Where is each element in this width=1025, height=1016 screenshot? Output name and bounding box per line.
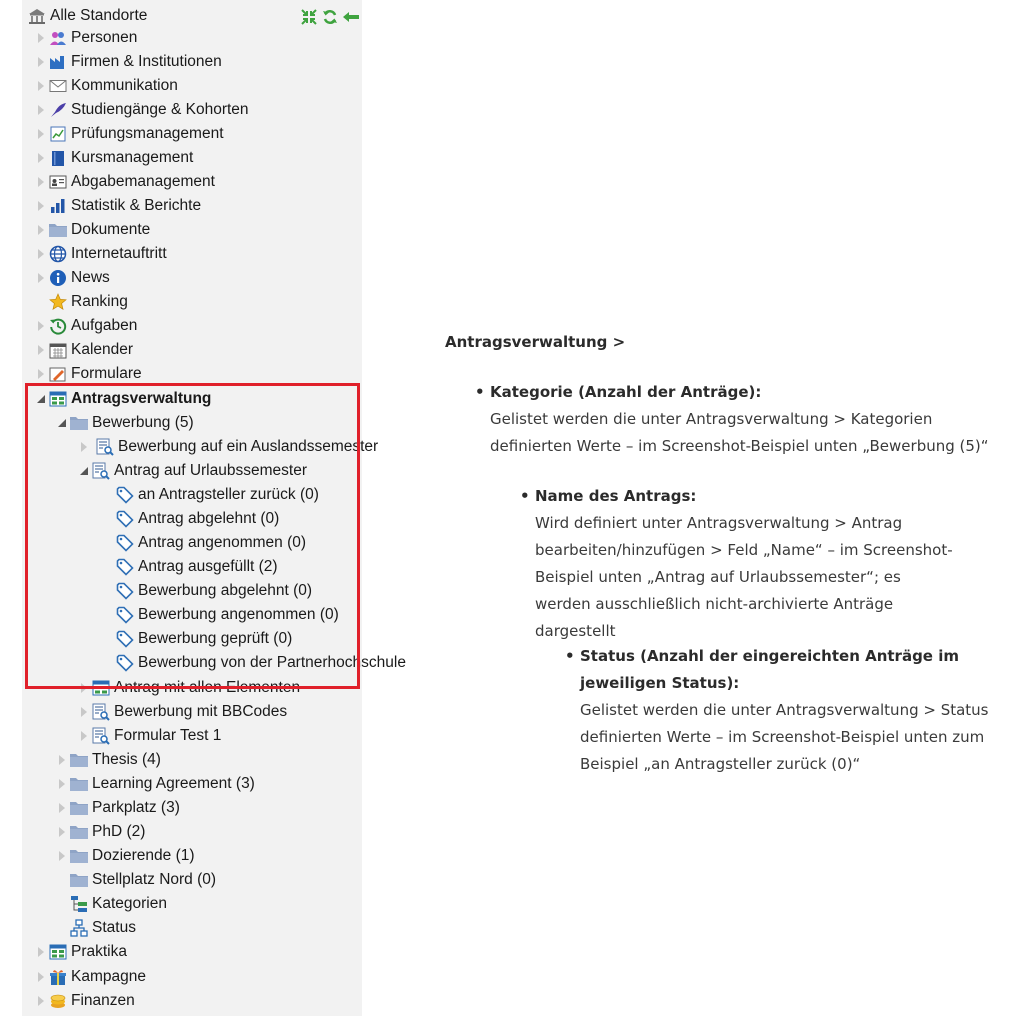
expand-arrow-icon[interactable] — [55, 752, 68, 768]
tree-item-label: Kampagne — [71, 968, 146, 985]
expand-arrow-icon[interactable] — [34, 150, 47, 166]
arrow-left-icon[interactable] — [342, 8, 360, 26]
tree-item-label: Aufgaben — [71, 317, 138, 334]
coins-icon — [48, 992, 68, 1010]
bullet-icon: • — [475, 383, 485, 401]
tree-item-label: Firmen & Institutionen — [71, 53, 222, 70]
tree-item-category[interactable] — [55, 844, 195, 868]
tree-item-label: Internetauftritt — [71, 245, 167, 262]
tree-item-label: Kategorien — [92, 895, 167, 912]
doc-item-heading: Name des Antrags: — [535, 487, 697, 505]
tree-item-status[interactable] — [115, 651, 406, 675]
tag-icon — [115, 654, 135, 672]
expand-arrow-icon[interactable] — [34, 198, 47, 214]
tree-item-label: Dozierende (1) — [92, 847, 195, 864]
expand-arrow-icon[interactable] — [77, 728, 90, 744]
tag-icon — [115, 534, 135, 552]
tree-item-label: Abgabemanagement — [71, 173, 215, 190]
tree-item-label: Parkplatz (3) — [92, 799, 180, 816]
doc-item-text: Wird definiert unter Antragsverwaltung > Antrag bearbeiten/hinzufügen > Feld „Name“ – im Screenshot-Beispiel unten „Antrag auf Urlaubssemester“; es werden ausschließlich nicht-archivierte Anträge dargestellt — [535, 514, 953, 640]
tree-item-studiengaenge[interactable] — [34, 98, 249, 122]
folder-icon — [48, 221, 68, 239]
tree-item-label: Formular Test 1 — [114, 727, 222, 744]
bullet-icon: • — [565, 647, 575, 665]
tree-root[interactable] — [27, 4, 147, 28]
expand-arrow-icon[interactable] — [77, 439, 90, 455]
tree-item-category[interactable] — [55, 772, 255, 796]
expand-arrow-icon[interactable] — [34, 78, 47, 94]
tree-item-label: Antrag angenommen (0) — [138, 534, 307, 551]
tree-item-status[interactable] — [115, 627, 292, 651]
exam-chart-icon — [48, 125, 68, 143]
tree-item-abgabemanagement[interactable] — [34, 170, 215, 194]
feather-icon — [48, 101, 68, 119]
folder-icon — [69, 847, 89, 865]
doc-item-name — [520, 483, 960, 645]
tree-item-status[interactable] — [115, 531, 306, 555]
tree-item-label: Status — [92, 919, 136, 936]
tree-item-category[interactable] — [55, 748, 161, 772]
tree-item-label: Finanzen — [71, 992, 135, 1009]
tree-item-bewerbung-category[interactable] — [55, 411, 194, 435]
tree-item-status[interactable] — [115, 555, 278, 579]
application-table-icon — [48, 943, 68, 961]
tree-item-label: Kalender — [71, 341, 134, 358]
tree-item-internetauftritt[interactable] — [34, 242, 167, 266]
expand-arrow-icon[interactable] — [34, 222, 47, 238]
tree-item-application-form[interactable] — [77, 700, 287, 724]
form-search-icon — [95, 438, 115, 456]
expand-arrow-icon[interactable] — [55, 776, 68, 792]
tree-item-label: Praktika — [71, 943, 127, 960]
tag-icon — [115, 606, 135, 624]
tree-item-praktika[interactable] — [34, 940, 127, 964]
tree-item-pruefungsmanagement[interactable] — [34, 122, 224, 146]
globe-icon — [48, 245, 68, 263]
tree-item-label: Bewerbung geprüft (0) — [138, 630, 293, 647]
collapse-arrow-icon[interactable] — [34, 391, 47, 407]
tree-item-label: Learning Agreement (3) — [92, 775, 255, 792]
tree-item-label: Bewerbung mit BBCodes — [114, 703, 288, 720]
tree-item-dokumente[interactable] — [34, 218, 150, 242]
factory-icon — [48, 53, 68, 71]
tree-item-status[interactable] — [115, 507, 279, 531]
collapse-arrow-icon[interactable] — [55, 415, 68, 431]
collapse-all-icon[interactable] — [300, 8, 318, 26]
tree-item-label: Bewerbung angenommen (0) — [138, 606, 339, 623]
tree-item-application-form[interactable] — [77, 724, 221, 748]
expand-arrow-icon[interactable] — [34, 30, 47, 46]
history-clock-icon — [48, 317, 68, 335]
tree-toolbar — [300, 8, 360, 26]
tree-item-status-config[interactable] — [69, 916, 136, 940]
star-icon — [48, 293, 68, 311]
folder-icon — [69, 414, 89, 432]
tree-item-label: Prüfungsmanagement — [71, 125, 224, 142]
expand-arrow-icon[interactable] — [34, 246, 47, 262]
tree-item-label: Personen — [71, 29, 138, 46]
tree-item-formulare[interactable] — [34, 362, 142, 386]
tree-item-label: Formulare — [71, 365, 142, 382]
expand-arrow-icon[interactable] — [55, 800, 68, 816]
refresh-icon[interactable] — [321, 8, 339, 26]
expand-arrow-icon[interactable] — [34, 342, 47, 358]
tree-item-label: Antrag ausgefüllt (2) — [138, 558, 278, 575]
expand-arrow-icon[interactable] — [34, 54, 47, 70]
tree-item-label: PhD (2) — [92, 823, 146, 840]
expand-arrow-icon[interactable] — [55, 824, 68, 840]
form-search-icon — [91, 462, 111, 480]
hierarchy-icon — [69, 895, 89, 913]
expand-arrow-icon[interactable] — [34, 969, 47, 985]
network-icon — [69, 919, 89, 937]
expand-arrow-icon[interactable] — [34, 366, 47, 382]
tree-item-aufgaben[interactable] — [34, 314, 137, 338]
tree-item-status[interactable] — [115, 579, 312, 603]
tree-item-label: Antrag auf Urlaubssemester — [114, 462, 307, 479]
expand-arrow-icon[interactable] — [34, 126, 47, 142]
tree-item-category[interactable] — [55, 820, 145, 844]
collapse-arrow-icon[interactable] — [77, 463, 90, 479]
people-icon — [48, 29, 68, 47]
envelope-icon — [48, 77, 68, 95]
expand-arrow-icon[interactable] — [77, 704, 90, 720]
tree-item-label: Thesis (4) — [92, 751, 161, 768]
tree-item-label: Dokumente — [71, 221, 151, 238]
doc-title: Antragsverwaltung > — [445, 333, 626, 351]
tree-item-label: Stellplatz Nord (0) — [92, 871, 217, 888]
form-pencil-icon — [48, 365, 68, 383]
tree-item-label: Kursmanagement — [71, 149, 194, 166]
bullet-icon: • — [520, 487, 530, 505]
doc-item-text: Gelistet werden die unter Antragsverwaltung > Kategorien definierten Werte – im Screenshot-Beispiel unten „Bewerbung (5)“ — [490, 410, 989, 455]
folder-icon — [69, 775, 89, 793]
expand-arrow-icon[interactable] — [34, 318, 47, 334]
doc-item-text: Gelistet werden die unter Antragsverwaltung > Status definierten Werte – im Screenshot-Beispiel unten zum Beispiel „an Antragsteller zurück (0)“ — [580, 701, 989, 773]
tree-root-label: Alle Standorte — [50, 7, 148, 24]
expand-arrow-icon[interactable] — [34, 270, 47, 286]
tree-item-label: Antrag mit allen Elementen — [114, 679, 301, 696]
tree-item-label: Statistik & Berichte — [71, 197, 202, 214]
tree-item-category[interactable] — [69, 868, 216, 892]
tree-item-kalender[interactable] — [34, 338, 133, 362]
expand-arrow-icon[interactable] — [55, 848, 68, 864]
tree-item-label: Bewerbung auf ein Auslandssemester — [118, 438, 379, 455]
tree-item-firmen[interactable] — [34, 50, 222, 74]
info-icon — [48, 269, 68, 287]
folder-icon — [69, 871, 89, 889]
doc-item-heading: Kategorie (Anzahl der Anträge): — [490, 383, 762, 401]
expand-arrow-icon[interactable] — [34, 174, 47, 190]
tree-item-label: Studiengänge & Kohorten — [71, 101, 249, 118]
tag-icon — [115, 558, 135, 576]
folder-icon — [69, 799, 89, 817]
tree-item-kommunikation[interactable] — [34, 74, 178, 98]
tag-icon — [115, 582, 135, 600]
form-search-icon — [91, 727, 111, 745]
building-icon — [27, 7, 47, 25]
expand-arrow-icon[interactable] — [34, 944, 47, 960]
tree-item-application-form[interactable] — [77, 459, 307, 483]
tree-item-label: Bewerbung (5) — [92, 414, 194, 431]
tree-item-kampagne[interactable] — [34, 965, 146, 989]
expand-arrow-icon[interactable] — [77, 680, 90, 696]
calendar-icon — [48, 341, 68, 359]
tree-item-personen[interactable] — [34, 26, 137, 50]
tree-item-label: Antrag abgelehnt (0) — [138, 510, 280, 527]
expand-arrow-icon[interactable] — [34, 993, 47, 1009]
doc-item-heading: Status (Anzahl der eingereichten Anträge im jeweiligen Status): — [580, 647, 959, 692]
tree-item-statistik[interactable] — [34, 194, 201, 218]
doc-item-status — [565, 643, 995, 778]
tree-item-application-form[interactable] — [77, 435, 378, 459]
bar-chart-icon — [48, 197, 68, 215]
folder-icon — [69, 823, 89, 841]
tag-icon — [115, 486, 135, 504]
navigation-tree — [22, 0, 406, 1016]
tag-icon — [115, 510, 135, 528]
tree-item-application-form[interactable] — [77, 676, 300, 700]
tree-item-label: Bewerbung abgelehnt (0) — [138, 582, 313, 599]
id-card-icon — [48, 173, 68, 191]
doc-item-category — [475, 379, 990, 460]
tree-item-kursmanagement[interactable] — [34, 146, 193, 170]
tree-item-status[interactable] — [115, 483, 319, 507]
tree-item-label: an Antragsteller zurück (0) — [138, 486, 319, 503]
tree-item-antragsverwaltung[interactable] — [34, 387, 211, 411]
tree-item-label: News — [71, 269, 110, 286]
application-table-icon — [48, 390, 68, 408]
gift-icon — [48, 968, 68, 986]
tree-item-finanzen[interactable] — [34, 989, 135, 1013]
tree-item-label: Ranking — [71, 293, 128, 310]
tree-item-label: Kommunikation — [71, 77, 178, 94]
application-table-icon — [91, 679, 111, 697]
tree-item-label: Antragsverwaltung — [71, 390, 212, 407]
tree-item-label: Bewerbung von der Partnerhochschule — [138, 654, 406, 671]
expand-arrow-icon[interactable] — [34, 102, 47, 118]
tree-item-status[interactable] — [115, 603, 339, 627]
form-search-icon — [91, 703, 111, 721]
tree-item-category[interactable] — [55, 796, 180, 820]
folder-icon — [69, 751, 89, 769]
tree-item-ranking[interactable] — [48, 290, 128, 314]
book-icon — [48, 149, 68, 167]
tree-item-kategorien[interactable] — [69, 892, 167, 916]
tree-item-news[interactable] — [34, 266, 110, 290]
tag-icon — [115, 630, 135, 648]
